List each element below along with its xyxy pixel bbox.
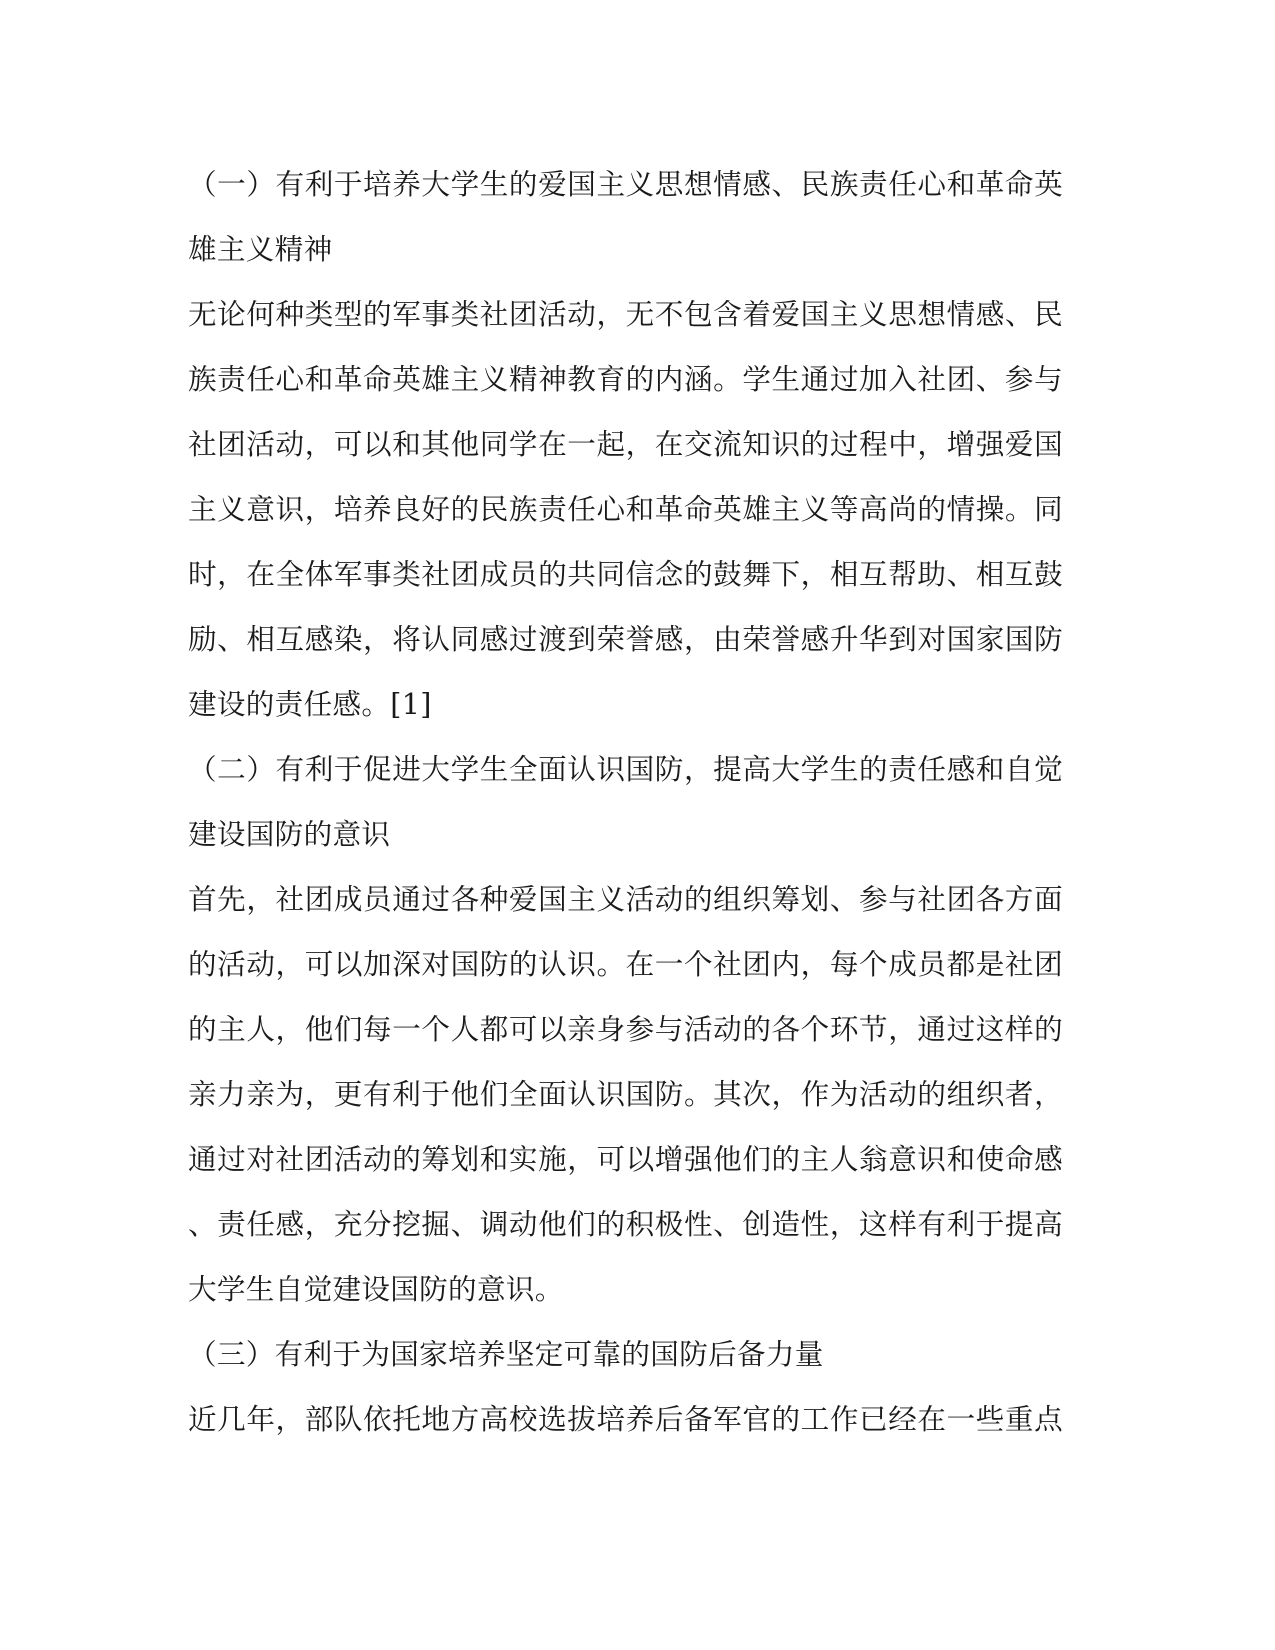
- text-line: 主义意识，培养良好的民族责任心和革命英雄主义等高尚的情操。同: [188, 492, 1063, 526]
- text-line: 近几年，部队依托地方高校选拔培养后备军官的工作已经在一些重点: [188, 1402, 1063, 1436]
- text-line: （三）有利于为国家培养坚定可靠的国防后备力量: [188, 1337, 824, 1371]
- text-line: 时，在全体军事类社团成员的共同信念的鼓舞下，相互帮助、相互鼓: [188, 557, 1063, 591]
- text-line: （一）有利于培养大学生的爱国主义思想情感、民族责任心和革命英: [188, 167, 1063, 201]
- text-line: 首先，社团成员通过各种爱国主义活动的组织筹划、参与社团各方面: [188, 882, 1063, 916]
- text-line: 族责任心和革命英雄主义精神教育的内涵。学生通过加入社团、参与: [188, 362, 1063, 396]
- document-body: [188, 152, 1063, 1452]
- text-line: 建设国防的意识: [188, 817, 391, 851]
- text-line: 社团活动，可以和其他同学在一起，在交流知识的过程中，增强爱国: [188, 427, 1063, 461]
- text-line: 励、相互感染，将认同感过渡到荣誉感，由荣誉感升华到对国家国防: [188, 622, 1063, 656]
- text-line: 无论何种类型的军事类社团活动，无不包含着爱国主义思想情感、民: [188, 297, 1063, 331]
- text-line: 通过对社团活动的筹划和实施，可以增强他们的主人翁意识和使命感: [188, 1142, 1063, 1176]
- text-line: 大学生自觉建设国防的意识。: [188, 1272, 564, 1306]
- text-line: 的主人，他们每一个人都可以亲身参与活动的各个环节，通过这样的: [188, 1012, 1063, 1046]
- text-line: 的活动，可以加深对国防的认识。在一个社团内，每个成员都是社团: [188, 947, 1063, 981]
- text-line: 、责任感，充分挖掘、调动他们的积极性、创造性，这样有利于提高: [188, 1207, 1063, 1241]
- text-line: （二）有利于促进大学生全面认识国防，提高大学生的责任感和自觉: [188, 752, 1063, 786]
- text-line: 亲力亲为，更有利于他们全面认识国防。其次，作为活动的组织者，: [188, 1077, 1063, 1111]
- text-line: 建设的责任感。[1]: [188, 687, 432, 721]
- text-line: 雄主义精神: [188, 232, 333, 266]
